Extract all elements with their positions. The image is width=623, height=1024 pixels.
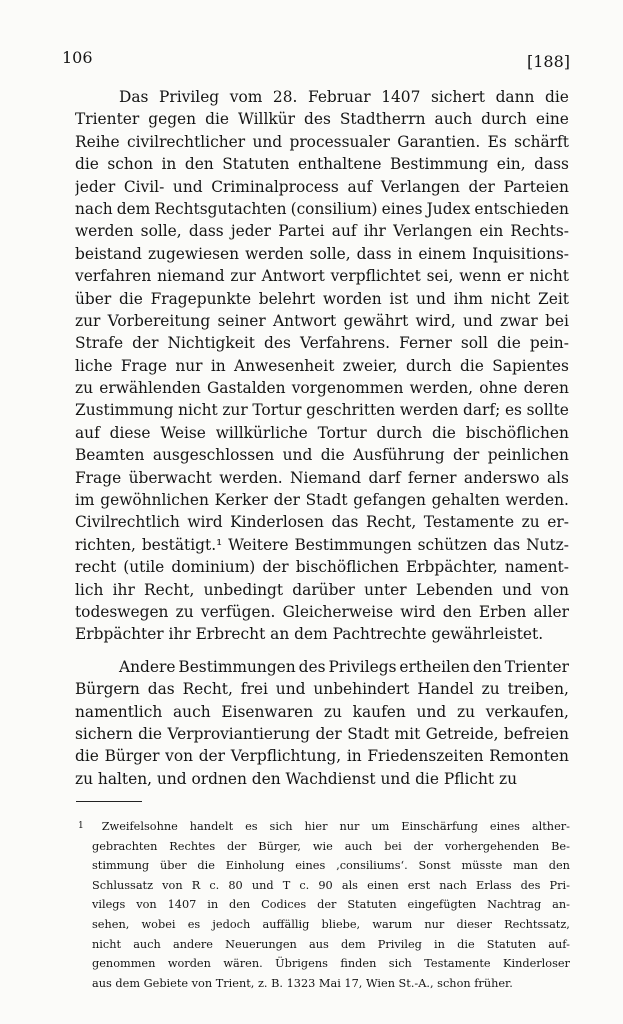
- paragraph: [75, 656, 569, 790]
- text-line: zur Vorbereitung seiner Antwort gewährt wird, und zwar bei: [75, 311, 569, 330]
- text-line: Bürgern das Recht, frei und unbehindert Handel zu treiben,: [75, 680, 569, 699]
- text-line: namentlich auch Eisenwaren zu kaufen und zu verkaufen,: [75, 702, 569, 721]
- text-line: Civilrechtlich wird Kinderlosen das Recht, Testamente zu er-: [75, 513, 569, 532]
- text-line: über die Fragepunkte belehrt worden ist und ihm nicht Zeit: [75, 289, 569, 308]
- text-line: Das Privileg vom 28. Februar 1407 sichert dann die: [119, 88, 569, 106]
- text-line: lich ihr Recht, unbedingt darüber unter Lebenden und von: [75, 580, 569, 599]
- page-reference: [188]: [526, 52, 570, 71]
- text-line: liche Frage nur in Anwesenheit zweier, durch die Sapientes: [75, 356, 569, 375]
- text-line: die schon in den Statuten enthaltene Bestimmung ein, dass: [75, 155, 569, 174]
- text-line: richten, bestätigt.¹ Weitere Bestimmungen schützen das Nutz-: [75, 535, 569, 554]
- footnote-line: gebrachten Rechtes der Bürger, wie auch bei der vorhergehenden Be-: [92, 839, 570, 853]
- text-line: im gewöhnlichen Kerker der Stadt gefangen gehalten werden.: [75, 491, 569, 510]
- page-number: 106: [62, 48, 93, 67]
- text-line: verfahren niemand zur Antwort verpflichtet sei, wenn er nicht: [75, 267, 569, 286]
- text-line: todeswegen zu verfügen. Gleicherweise wird den Erben aller: [75, 602, 569, 621]
- page-header: [62, 48, 570, 72]
- footnote-line: Schlussatz von R c. 80 und T c. 90 als einen erst nach Erlass des Pri-: [92, 878, 570, 892]
- text-line: Strafe der Nichtigkeit des Verfahrens. Ferner soll die pein-: [75, 334, 569, 353]
- footnote-line: sehen, wobei es jedoch auffällig bliebe, warum nur dieser Rechtssatz,: [92, 917, 570, 931]
- footnote-line: 1 Zweifelsohne handelt es sich hier nur um Einschärfung eines alther-: [78, 817, 570, 837]
- footnote-line: nicht auch andere Neuerungen aus dem Privileg in die Statuten auf-: [92, 937, 570, 951]
- text-line: Trienter gegen die Willkür des Stadtherrn auch durch eine: [75, 110, 569, 129]
- text-line: zu halten, und ordnen den Wachdienst und die Pflicht zu: [75, 769, 518, 788]
- text-line: Reihe civilrechtlicher und processualer Garantien. Es schärft: [75, 132, 569, 151]
- footnote-line: vilegs von 1407 in den Codices der Statuten eingefügten Nachtrag an-: [92, 898, 570, 912]
- text-line: Zustimmung nicht zur Tortur geschritten werden darf; es sollte: [75, 401, 569, 420]
- footnote-line: stimmung über die Einholung eines ‚consiliums‘. Sonst müsste man den: [92, 859, 570, 873]
- text-line: werden solle, dass jeder Partei auf ihr Verlangen ein Rechts-: [75, 222, 569, 241]
- footnote-line: genommen worden wären. Übrigens finden sich Testamente Kinderloser: [92, 957, 570, 971]
- footnote-line: aus dem Gebiete von Trient, z. B. 1323 Mai 17, Wien St.-A., schon früher.: [92, 976, 513, 990]
- text-line: sichern die Verproviantierung der Stadt mit Getreide, befreien: [75, 724, 569, 743]
- text-line: Erbpächter ihr Erbrecht an dem Pachtrechte gewährleistet.: [75, 625, 544, 644]
- text-line: Beamten ausgeschlossen und die Ausführung der peinlichen: [75, 446, 569, 465]
- text-line: beistand zugewiesen werden solle, dass in einem Inquisitions-: [75, 244, 569, 263]
- text-line: zu erwählenden Gastalden vorgenommen werden, ohne deren: [75, 379, 569, 398]
- body-text: [75, 86, 569, 790]
- text-line: recht (utile dominium) der bischöflichen Erbpächter, nament-: [75, 558, 569, 577]
- footnote: [78, 817, 570, 993]
- text-line: jeder Civil- und Criminalprocess auf Verlangen der Parteien: [75, 177, 569, 196]
- paragraph: [75, 86, 569, 646]
- footnote-divider: [76, 801, 142, 802]
- text-line: Andere Bestimmungen des Privilegs ertheilen den Trienter: [119, 657, 569, 676]
- text-line: auf diese Weise willkürliche Tortur durch die bischöflichen: [75, 423, 569, 442]
- text-line: nach dem Rechtsgutachten (consilium) eines Judex entschieden: [75, 199, 569, 218]
- text-line: die Bürger von der Verpflichtung, in Friedenszeiten Remonten: [75, 747, 569, 766]
- footnote-mark: 1: [78, 821, 84, 831]
- text-line: Frage überwacht werden. Niemand darf ferner anderswo als: [75, 468, 569, 487]
